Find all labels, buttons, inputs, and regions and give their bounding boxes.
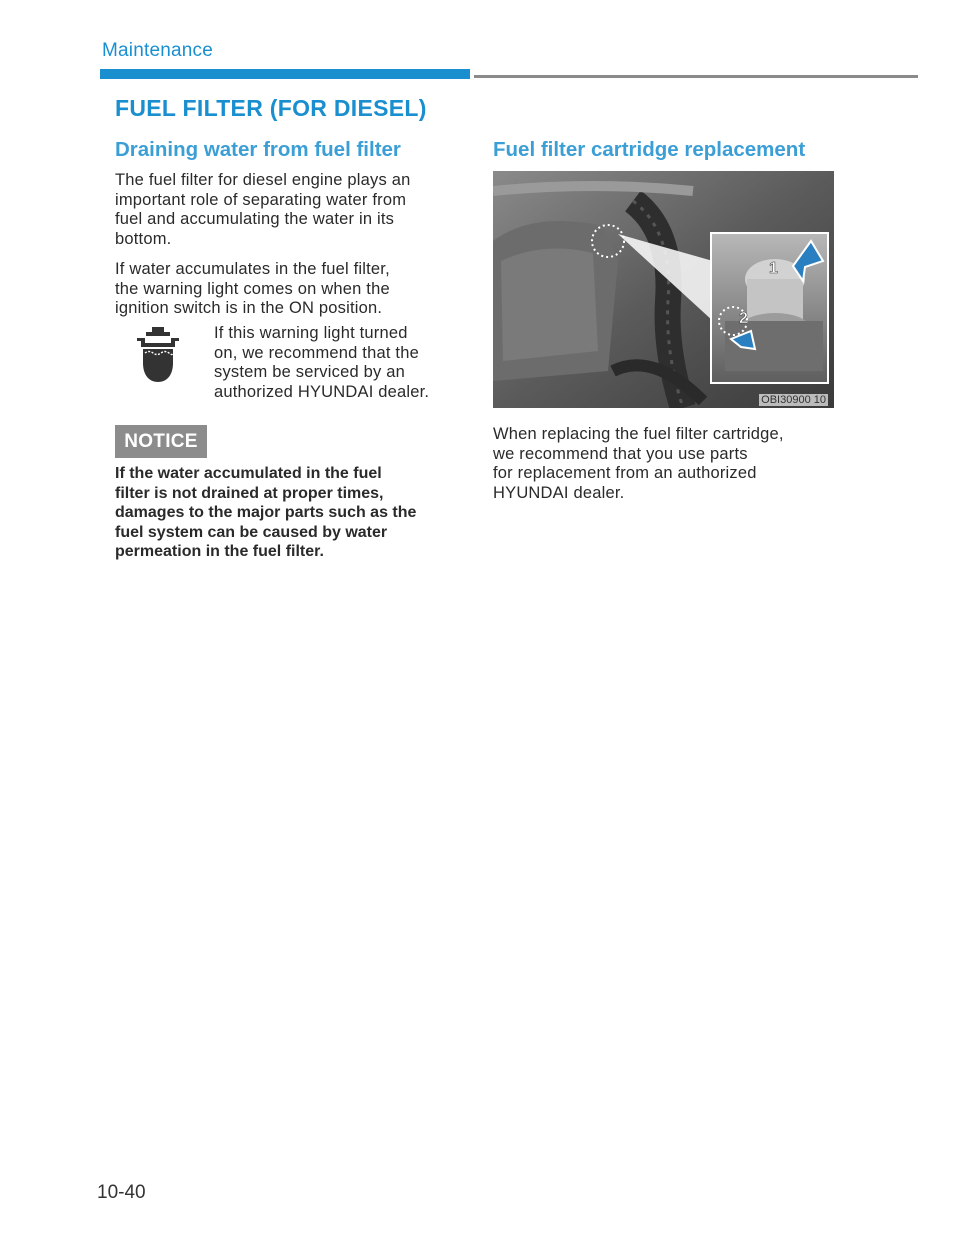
callout-1: 1	[769, 260, 778, 277]
section-label: Maintenance	[102, 40, 213, 61]
notice-badge: NOTICE	[115, 425, 207, 458]
header-rule-accent	[100, 69, 470, 79]
engine-bay-photo	[493, 171, 834, 408]
subheading-cartridge-replacement: Fuel filter cartridge replacement	[493, 138, 806, 161]
paragraph-water-warning: If water accumulates in the fuel filter, the warning light comes on when the ignition switch is in the ON position.	[115, 260, 390, 317]
warning-light-text: If this warning light turned on, we recommend that the system be serviced by an authorized HYUNDAI dealer.	[214, 324, 430, 401]
notice-text: If the water accumulated in the fuel filter is not drained at proper times, damages to the major parts such as the fuel system can be caused by water permeation in the fuel filter.	[115, 465, 417, 561]
subheading-draining: Draining water from fuel filter	[115, 138, 401, 161]
page-title: FUEL FILTER (FOR DIESEL)	[115, 95, 427, 121]
callout-2: 2	[739, 310, 748, 327]
paragraph-fuel-filter-role: The fuel filter for diesel engine plays an important role of separating water from fuel and accumulating the water in its bottom.	[115, 171, 411, 248]
header-rule-gray	[474, 75, 918, 78]
water-in-fuel-icon	[135, 325, 181, 390]
paragraph-cartridge-replacement: When replacing the fuel filter cartridge, we recommend that you use parts for replacement from an authorized HYUNDAI dealer.	[493, 425, 784, 502]
page-number: 10-40	[97, 1182, 146, 1203]
figure-code: OBI30900 10	[761, 394, 826, 406]
